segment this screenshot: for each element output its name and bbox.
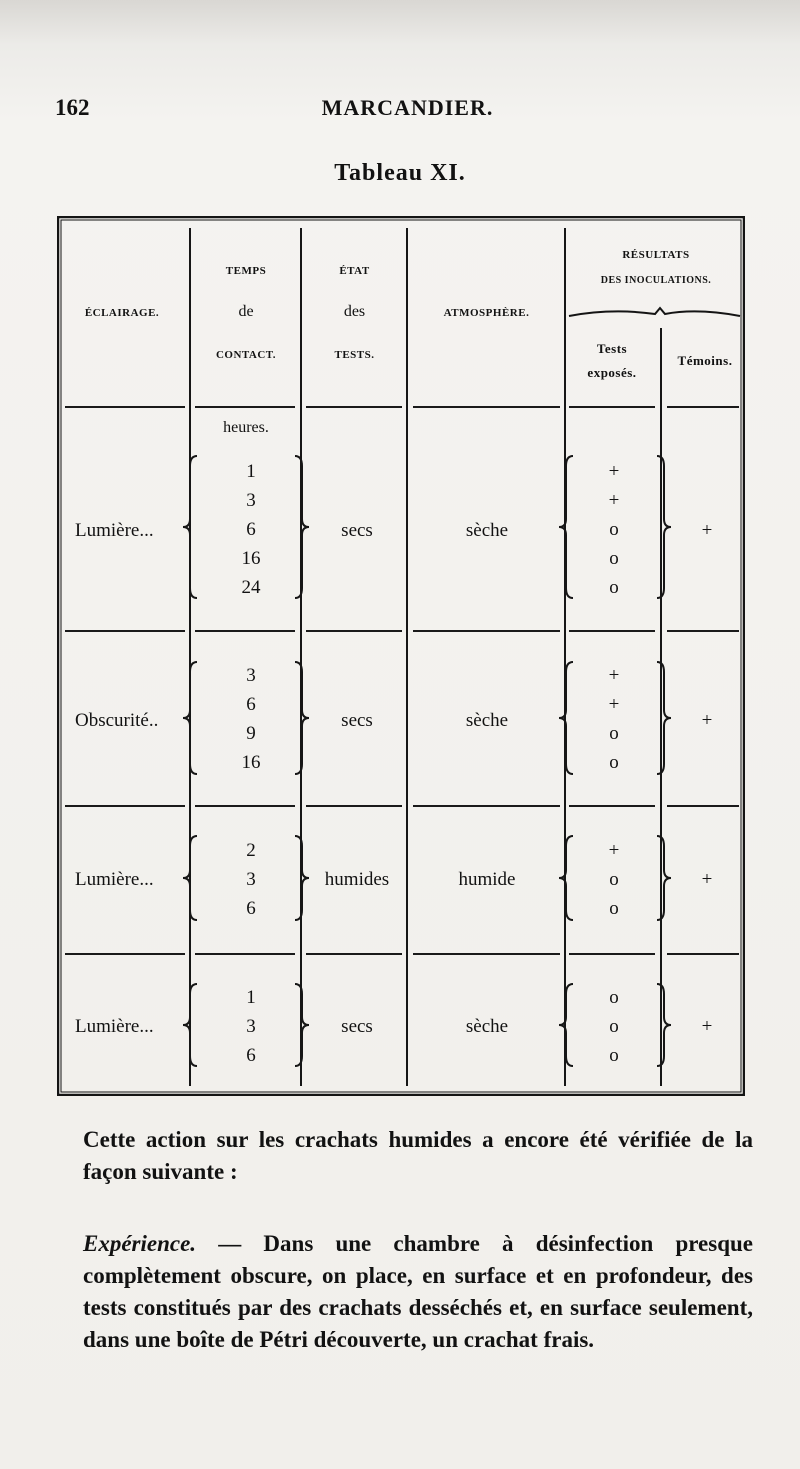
time-value: 3 — [246, 665, 256, 686]
results-table — [57, 216, 745, 1096]
result-value: o — [609, 548, 619, 569]
row-atmosphere: humide — [458, 869, 516, 890]
result-value: o — [609, 723, 619, 744]
result-value: o — [609, 577, 619, 598]
header-inoculations: DES INOCULATIONS. — [600, 275, 712, 286]
row-atmosphere: sèche — [465, 710, 509, 731]
row-eclairage: Lumière... — [75, 520, 154, 541]
time-value: 6 — [246, 898, 256, 919]
header-etat-2: des — [343, 303, 366, 320]
row-eclairage: Lumière... — [75, 1016, 154, 1037]
result-value: o — [609, 987, 619, 1008]
brace — [657, 456, 671, 598]
header-etat-3: TESTS. — [334, 349, 375, 361]
result-value: o — [609, 519, 619, 540]
time-value: 3 — [246, 869, 256, 890]
brace — [657, 836, 671, 920]
row-etat: secs — [341, 520, 373, 541]
row-etat: secs — [341, 710, 373, 731]
time-value: 6 — [246, 519, 256, 540]
table-title: Tableau XI. — [334, 160, 466, 186]
header-eclairage: ÉCLAIRAGE. — [84, 307, 160, 319]
time-value: 24 — [241, 577, 261, 598]
row-temoins: + — [701, 869, 713, 890]
header-temps-3: CONTACT. — [215, 349, 277, 361]
result-value: + — [608, 490, 620, 511]
row-temoins: + — [701, 1016, 713, 1037]
paragraph-2 — [83, 1228, 753, 1356]
paragraph-2-lead: Expérience. — [83, 1231, 197, 1256]
result-value: o — [609, 1045, 619, 1066]
header-atmosphere: ATMOSPHÈRE. — [443, 307, 530, 319]
header-temoins: Témoins. — [677, 353, 733, 368]
result-value: o — [609, 898, 619, 919]
row-etat: secs — [341, 1016, 373, 1037]
row-temoins: + — [701, 520, 713, 541]
page-number: 162 — [55, 95, 90, 120]
brace — [657, 662, 671, 774]
result-value: + — [608, 840, 620, 861]
header-exposes: exposés. — [587, 365, 637, 380]
running-title: MARCANDIER. — [321, 95, 494, 120]
result-value: o — [609, 752, 619, 773]
brace — [657, 984, 671, 1066]
header-temps-1: TEMPS — [225, 265, 267, 277]
time-value: 2 — [246, 840, 256, 861]
result-value: + — [608, 694, 620, 715]
result-value: + — [608, 665, 620, 686]
result-value: o — [609, 869, 619, 890]
row-etat: humides — [324, 869, 390, 890]
time-value: 6 — [246, 1045, 256, 1066]
result-value: + — [608, 461, 620, 482]
row-atmosphere: sèche — [465, 1016, 509, 1037]
paragraph-1: Cette action sur les crachats humides a encore été vérifiée de la façon suivante : — [83, 1127, 753, 1184]
paragraph-2-body: — Dans une chambre à désinfection presque complètement obscure, on place, en surface et en profondeur, des tests constitués par des crachats desséchés et, en surface seulement, dans une boîte de Pétri découverte, un crachat frais. — [83, 1231, 753, 1352]
row-atmosphere: sèche — [465, 520, 509, 541]
unit-heures: heures. — [223, 419, 269, 436]
row-eclairage: Obscurité.. — [75, 710, 159, 731]
header-resultats: RÉSULTATS — [622, 249, 690, 261]
row-eclairage: Lumière... — [75, 869, 154, 890]
result-value: o — [609, 1016, 619, 1037]
page-header — [55, 95, 760, 125]
time-value: 9 — [246, 723, 256, 744]
time-value: 3 — [246, 490, 256, 511]
header-etat-1: ÉTAT — [339, 265, 370, 277]
time-value: 1 — [246, 987, 256, 1008]
header-tests: Tests — [596, 341, 628, 356]
row-temoins: + — [701, 710, 713, 731]
header-temps-2: de — [238, 303, 254, 320]
time-value: 1 — [246, 461, 256, 482]
time-value: 16 — [241, 752, 261, 773]
time-value: 3 — [246, 1016, 256, 1037]
time-value: 16 — [241, 548, 261, 569]
time-value: 6 — [246, 694, 256, 715]
